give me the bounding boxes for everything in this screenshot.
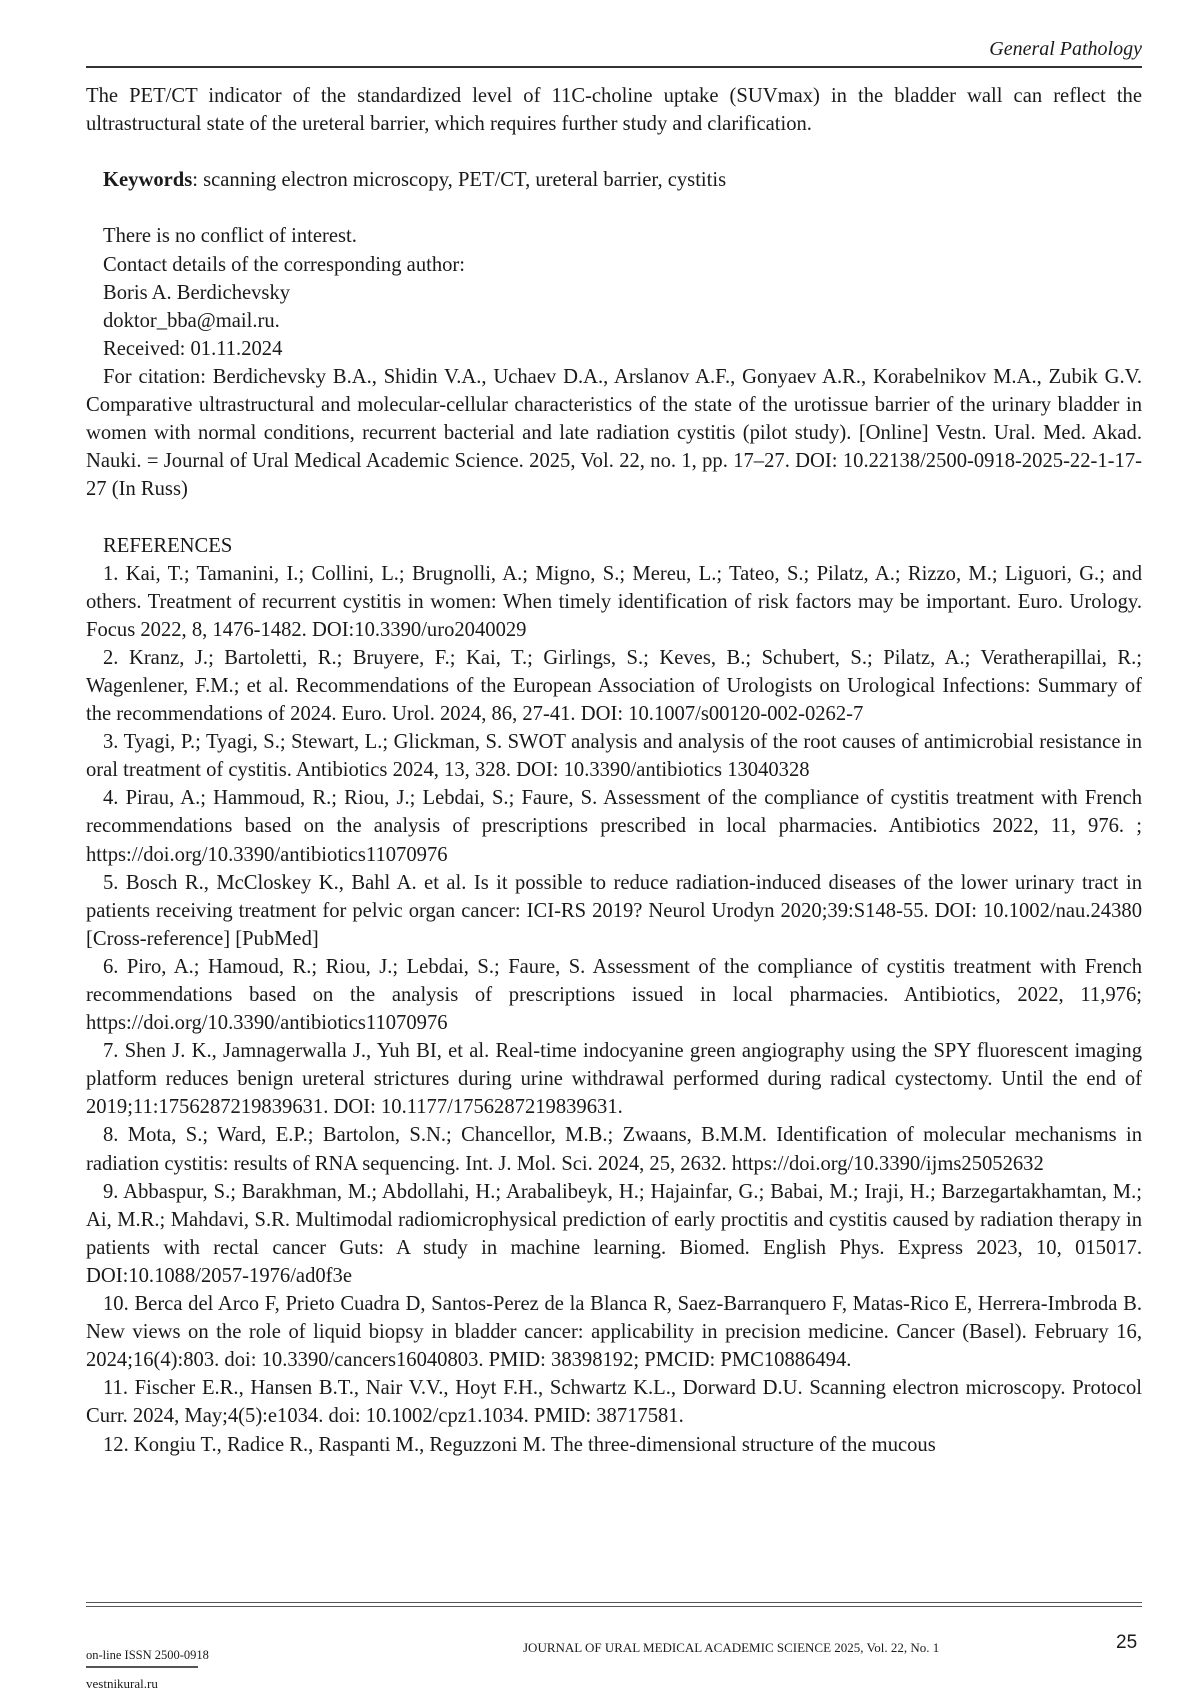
reference-item: 11. Fischer E.R., Hansen B.T., Nair V.V., Hoyt F.H., Schwartz K.L., Dorward D.U. Scanning electron microscopy. Protocol Curr. 2024, May;4(5):e1034. doi: 10.1002/cpz1.1034. PMID: 38717581. [86, 1374, 1142, 1430]
author-email: doktor_bba@mail.ru. [86, 307, 1142, 335]
reference-item: 7. Shen J. K., Jamnagerwalla J., Yuh BI, et al. Real-time indocyanine green angiography using the SPY fluorescent imaging platform reduces benign ureteral strictures during urine withdrawal performed during radical cystectomy. Until the end of 2019;11:1756287219839631. DOI: 10.1177/1756287219839631. [86, 1037, 1142, 1121]
footer-website: vestnikural.ru [86, 1676, 158, 1692]
page-number: 25 [1116, 1632, 1137, 1654]
citation: For citation: Berdichevsky B.A., Shidin V.A., Uchaev D.A., Arslanov A.F., Gonyaev A.R., Korabelnikov M.A., Zubik G.V. Comparative ultrastructural and molecular-cellular characteristics of the state of the urotissue barrier of the urinary bladder in women with normal conditions, recurrent bacterial and late radiation cystitis (pilot study). [Online] Vestn. Ural. Med. Akad. Nauki. = Journal of Ural Medical Academic Science. 2025, Vol. 22, no. 1, pp. 17–27. DOI: 10.22138/2500-0918-2025-22-1-17-27 (In Russ) [86, 363, 1142, 503]
keywords [86, 166, 1142, 194]
reference-item: 4. Pirau, A.; Hammoud, R.; Riou, J.; Lebdai, S.; Faure, S. Assessment of the compliance of cystitis treatment with French recommendations based on the analysis of prescriptions prescribed in local pharmacies. Antibiotics 2022, 11, 976. ; https://doi.org/10.3390/antibiotics11070976 [86, 784, 1142, 868]
footer-journal: JOURNAL OF URAL MEDICAL ACADEMIC SCIENCE 2025, Vol. 22, No. 1 [523, 1640, 939, 1656]
reference-item: 1. Kai, T.; Tamanini, I.; Collini, L.; Brugnolli, A.; Migno, S.; Mereu, L.; Tateo, S.; Pilatz, A.; Rizzo, M.; Liguori, G.; and others. Treatment of recurrent cystitis in women: When timely identification of risk factors may be important. Euro. Urology. Focus 2022, 8, 1476-1482. DOI:10.3390/uro2040029 [86, 560, 1142, 644]
contact-label: Contact details of the corresponding author: [86, 251, 1142, 279]
reference-item: 3. Tyagi, P.; Tyagi, S.; Stewart, L.; Glickman, S. SWOT analysis and analysis of the root causes of antimicrobial resistance in oral treatment of cystitis. Antibiotics 2024, 13, 328. DOI: 10.3390/antibiotics 13040328 [86, 728, 1142, 784]
keywords-label: Keywords [103, 169, 192, 191]
header-rule [86, 66, 1142, 68]
reference-item: 8. Mota, S.; Ward, E.P.; Bartolon, S.N.; Chancellor, M.B.; Zwaans, B.M.M. Identification of molecular mechanisms in radiation cystitis: results of RNA sequencing. Int. J. Mol. Sci. 2024, 25, 2632. https://doi.org/10.3390/ijms25052632 [86, 1121, 1142, 1177]
running-header-section: General Pathology [989, 38, 1142, 61]
references-heading: REFERENCES [86, 532, 1142, 560]
footer-issn: on-line ISSN 2500-0918 [86, 1648, 209, 1663]
reference-item: 10. Berca del Arco F, Prieto Cuadra D, Santos-Perez de la Blanca R, Saez-Barranquero F, Matas-Rico E, Herrera-Imbroda B. New views on the role of liquid biopsy in bladder cancer: applicability in precision medicine. Cancer (Basel). February 16, 2024;16(4):803. doi: 10.3390/cancers16040803. PMID: 38398192; PMCID: PMC10886494. [86, 1290, 1142, 1374]
issn-underline [86, 1666, 198, 1668]
reference-item: 12. Kongiu T., Radice R., Raspanti M., Reguzzoni M. The three-dimensional structure of the mucous [86, 1431, 1142, 1459]
reference-item: 9. Abbaspur, S.; Barakhman, M.; Abdollahi, H.; Arabalibeyk, H.; Hajainfar, G.; Babai, M.; Iraji, H.; Barzegartakhamtan, M.; Ai, M.R.; Mahdavi, S.R. Multimodal radiomicrophysical prediction of early proctitis and cystitis caused by radiation therapy in patients with rectal cancer Guts: A study in machine learning. Biomed. English Phys. Express 2023, 10, 015017. DOI:10.1088/2057-1976/ad0f3e [86, 1178, 1142, 1290]
reference-item: 5. Bosch R., McCloskey K., Bahl A. et al. Is it possible to reduce radiation-induced diseases of the lower urinary tract in patients receiving treatment for pelvic organ cancer: ICI-RS 2019? Neurol Urodyn 2020;39:S148-55. DOI: 10.1002/nau.24380 [Cross-reference] [PubMed] [86, 869, 1142, 953]
page-body [86, 82, 1142, 1459]
keywords-text: : scanning electron microscopy, PET/CT, ureteral barrier, cystitis [192, 169, 726, 191]
abstract-conclusion: The PET/CT indicator of the standardized level of 11C-choline uptake (SUVmax) in the bladder wall can reflect the ultrastructural state of the ureteral barrier, which requires further study and clarification. [86, 82, 1142, 138]
footer-rule [86, 1602, 1142, 1607]
author-name: Boris A. Berdichevsky [86, 279, 1142, 307]
reference-item: 2. Kranz, J.; Bartoletti, R.; Bruyere, F.; Kai, T.; Girlings, S.; Keves, B.; Schubert, S.; Pilatz, A.; Veratherapillai, R.; Wagenlener, F.M.; et al. Recommendations of the European Association of Urologists on Urological Infections: Summary of the recommendations of 2024. Euro. Urol. 2024, 86, 27-41. DOI: 10.1007/s00120-002-0262-7 [86, 644, 1142, 728]
received-date: Received: 01.11.2024 [86, 335, 1142, 363]
conflict-statement: There is no conflict of interest. [86, 222, 1142, 250]
reference-item: 6. Piro, A.; Hamoud, R.; Riou, J.; Lebdai, S.; Faure, S. Assessment of the compliance of cystitis treatment with French recommendations based on the analysis of prescriptions issued in local pharmacies. Antibiotics, 2022, 11,976; https://doi.org/10.3390/antibiotics11070976 [86, 953, 1142, 1037]
